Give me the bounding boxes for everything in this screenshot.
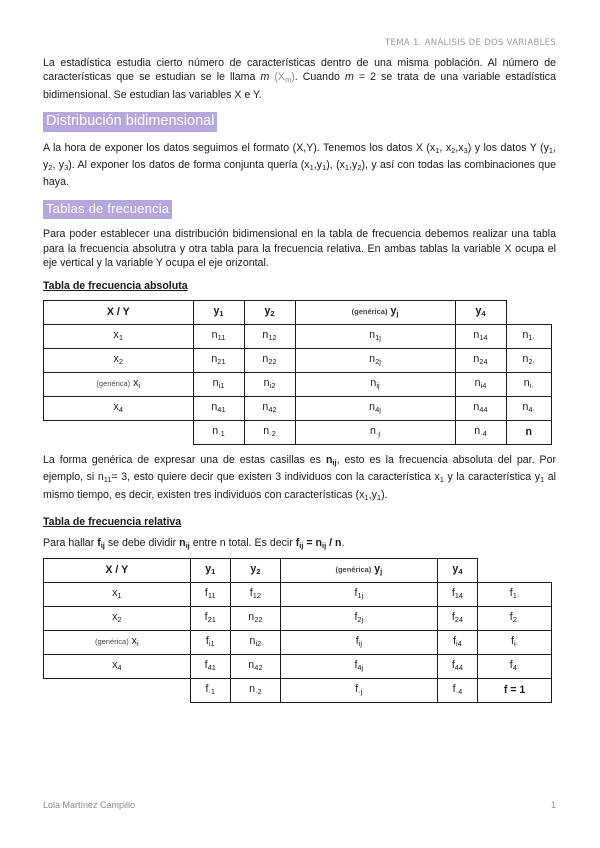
section-title-distribucion: Distribución bidimensional [43,112,217,131]
cell-subscript: 14 [479,332,488,342]
generic-tag: (genérica) [94,636,129,646]
cell-symbol: f [451,658,455,671]
cell-subscript: 2· [528,356,536,366]
total-cell [295,420,455,444]
generic-tag: (genérica) [351,306,388,316]
col-symbol: y [452,562,459,575]
row-symbol: x [112,586,118,599]
p2-sub: 1 [309,163,314,173]
table-cell [455,324,506,348]
cell-subscript: ·1 [208,686,216,696]
cell-subscript: 1j [375,332,381,342]
cell-subscript: 44 [454,662,464,672]
corner-cell: X / Y [44,300,194,324]
xm-text: (X [274,71,285,84]
table-cell [437,582,477,606]
cell-subscript: ·j [358,686,363,696]
cell-subscript: 22 [268,356,277,366]
col-subscript: j [396,308,399,318]
p4-text: , esto es la frecuencia absoluta del par. Por ejemplo, si n [43,453,556,484]
cell-symbol: n [262,400,269,413]
table-row [44,324,552,348]
footer-author: Lola Martínez Campillo [43,800,136,810]
cell-subscript: ij [358,638,363,648]
col-header-yj [295,300,455,324]
cell-symbol: f [451,610,455,623]
p4-text: al mismo tiempo, es decir, existen tres individuos con características (x [43,471,556,501]
p2-text: ,y [313,159,323,172]
row-subscript: 1 [117,590,122,600]
cell-symbol: f [354,658,358,671]
p2-sub: 1 [322,163,327,173]
cell-subscript: 24 [479,356,488,366]
row-header [44,324,194,348]
cell-symbol: n [248,658,255,671]
absolute-frequency-table [43,300,552,445]
corner-cell: X / Y [44,558,191,582]
frequency-intro-paragraph: Para poder establecer una distribución bidimensional en la tabla de frecuencia debemos realizar una tabla para la frecuencia absolutra y otra tabla para la frecuencia relativa. En ambas tablas la variable X ocupa el eje vertical y la variable Y ocupa el eje orizontal. [43,228,556,270]
table-cell [244,396,295,420]
table-row [44,630,552,654]
table-row [44,606,552,630]
row-subscript: i [136,638,139,648]
cell-subscript: 4j [375,404,381,414]
table-row [44,348,552,372]
total-cell [230,678,280,702]
p4-sub: 11 [103,475,112,485]
table-cell [280,582,437,606]
cell-subscript: 41 [207,662,216,672]
cell-symbol: n [263,424,270,437]
p4-text: y la característica y [443,471,540,484]
table-cell [506,372,551,396]
p2-sub: 3 [64,163,69,173]
relative-frequency-table [43,558,552,703]
table-cell [506,348,551,372]
rel-intro-sub: ij [100,540,105,550]
table-cell [437,606,477,630]
col-header-y2 [244,300,295,324]
col-header-y4 [455,300,506,324]
table-cell [478,654,552,678]
row-header [44,606,191,630]
col-header-y4 [437,558,477,582]
table-cell [437,654,477,678]
row-subscript: 4 [117,662,122,672]
table-cell [193,372,244,396]
table-cell [190,582,230,606]
cell-subscript: 22 [254,614,263,624]
cell-symbol: n [262,352,269,365]
row-subscript: 2 [118,356,123,366]
p2-sub: 2 [48,163,53,173]
total-cell [190,678,230,702]
row-symbol: x [113,352,119,365]
col-symbol: y [264,304,271,317]
cell-symbol: n [211,400,218,413]
table-cell [193,324,244,348]
p4-text: ). [381,488,388,501]
p4-text: La forma genérica de expresar una de estas casillas es [43,453,326,466]
table-cell [478,606,552,630]
col-header-yj [280,558,437,582]
cell-symbol: n [474,376,481,389]
section-title-tablas: Tablas de frecuencia [43,200,172,219]
col-subscript: 2 [270,308,275,318]
f-ij-bold [97,537,105,549]
totals-row [44,420,552,444]
cell-symbol: f [509,610,513,623]
cell-symbol: f [453,634,457,647]
p2-sub: 2 [451,145,456,155]
cell-symbol: n [370,376,377,389]
cell-subscript: 2j [375,356,381,366]
table-cell [506,396,551,420]
cell-symbol: f [509,658,513,671]
cell-subscript: 42 [268,404,277,414]
cell-subscript: ij [376,380,380,390]
col-symbol: y [374,562,381,575]
abs-table-label: Tabla de frecuencia absoluta [43,280,188,293]
cell-symbol: n [249,634,256,647]
cell-symbol: n [211,352,218,365]
cell-subscript: i1 [218,380,225,390]
header-row [44,558,552,582]
p2-text: ,y [349,159,358,172]
cell-symbol: n [522,352,529,365]
rel-intro-bold: f [97,536,101,549]
col-subscript: j [380,566,383,576]
table-cell [190,654,230,678]
rel-intro-sub: ij [322,540,327,550]
cell-subscript: i2 [269,380,276,390]
col-symbol: y [475,304,482,317]
cell-symbol: n [369,328,376,341]
table-cell [478,582,552,606]
rel-table-label: Tabla de frecuencia relativa [43,516,182,529]
grand-total-cell: n [506,420,551,444]
rel-intro-text: entre n total. Es decir [189,536,296,549]
table-cell [244,324,295,348]
generic-tag: (genérica) [335,564,372,574]
blank-cell [44,678,191,702]
cell-subscript: ·4 [480,428,487,438]
cell-symbol: n [369,400,376,413]
rel-intro-bold: n [179,536,186,549]
cell-symbol: f [452,682,456,695]
cell-symbol: f [451,586,455,599]
cell-symbol: f [354,586,358,599]
cell-subscript: i· [513,638,519,648]
p2-text: , y [52,159,65,172]
table-cell [280,606,437,630]
cell-subscript: ·2 [255,686,262,696]
row-header [44,630,191,654]
cell-symbol: f [205,634,209,647]
cell-subscript: 11 [207,590,216,600]
cell-subscript: i4 [456,638,462,648]
header-row [44,300,552,324]
rel-intro-text: . [341,536,345,549]
p2-sub: 1 [344,163,350,173]
p4-sub: 1 [364,492,369,502]
p4-sub: 1 [439,475,444,485]
rel-intro-bold: = n [303,536,322,549]
cell-symbol: n [212,376,219,389]
p4-bold: n [325,453,333,466]
rel-table-intro [43,536,556,553]
table-row [44,372,552,396]
table-cell [230,654,280,678]
p2-text: A la hora de exponer los datos seguimos el formato (X,Y). Tenemos los datos X (x [43,141,436,154]
cell-symbol: n [522,400,529,413]
n-ij-bold [326,454,337,466]
table-cell [295,372,455,396]
col-subscript: 1 [211,566,216,576]
cell-subscript: 42 [254,662,263,672]
col-subscript: 2 [256,566,261,576]
intro-text: = 2 se trata de una variable estadística bidimensional. Se estudian las variables X e Y. [43,71,556,101]
col-symbol: y [250,562,257,575]
row-header [44,372,194,396]
table-cell [230,582,280,606]
p2-text: , y [43,141,556,172]
col-subscript: 1 [219,308,224,318]
blank-cell [478,558,552,582]
xm-sub: m [284,75,292,85]
rel-intro-bold: f [295,536,300,549]
row-header [44,348,194,372]
p2-text: ,x [455,141,464,154]
p2-text: ), y así con todas las combinaciones que haya. [43,159,556,189]
row-subscript: 1 [118,332,123,342]
cell-subscript: 12 [268,332,277,342]
cell-subscript: 2· [512,614,520,624]
row-header [44,654,191,678]
cell-subscript: 4· [512,662,520,672]
table-cell [193,348,244,372]
table-cell [478,630,552,654]
cell-subscript: ·4 [455,686,463,696]
cell-symbol: f [204,586,208,599]
page-content [43,56,556,703]
generic-cell-paragraph [43,453,556,505]
footer-page-number: 1 [550,800,556,810]
cell-subscript: i2 [255,638,262,648]
table-row [44,396,552,420]
cell-subscript: i· [529,380,534,390]
row-symbol: x [113,328,119,341]
cell-symbol: n [262,328,269,341]
table-cell [230,606,280,630]
rel-intro-text: Para hallar [43,536,98,549]
cell-symbol: n [474,424,481,437]
col-subscript: 4 [458,566,463,576]
cell-symbol: f [205,682,209,695]
cell-subscript: 1j [357,590,364,600]
cell-symbol: n [473,400,480,413]
table-cell [190,606,230,630]
table-cell [455,396,506,420]
table-cell [244,348,295,372]
p2-text: , x [439,141,452,154]
cell-subscript: 41 [217,404,226,414]
cell-symbol: n [473,352,480,365]
cell-subscript: 21 [217,356,226,366]
grand-total-cell: f = 1 [478,678,552,702]
table-cell [280,630,437,654]
total-cell [437,678,477,702]
col-symbol: y [205,562,212,575]
cell-subscript: 1· [512,590,520,600]
formula-bold [295,536,345,550]
cell-subscript: 14 [454,590,464,600]
cell-subscript: 12 [252,590,262,600]
n-ij-bold [179,537,190,549]
p4-sub: 1 [376,492,382,502]
cell-symbol: n [522,328,529,341]
col-header-y2 [230,558,280,582]
cell-symbol: n [212,424,219,437]
row-symbol: x [131,634,137,647]
cell-subscript: 1· [528,332,536,342]
table-cell [190,630,230,654]
row-subscript: 4 [118,404,123,414]
table-row [44,582,552,606]
cell-subscript: 4j [357,662,364,672]
row-header [44,582,191,606]
chapter-header: TEMA 1. ANÁLISIS DE DOS VARIABLES [385,38,556,48]
cell-symbol: n [369,352,376,365]
table-cell [437,630,477,654]
cell-symbol: f [354,610,358,623]
intro-text: La estadística estudia cierto número de características dentro de una misma población. Al número de características que se estudian se le llama [43,57,556,84]
intro-paragraph [43,56,556,102]
row-header [44,396,194,420]
cell-symbol: f [355,634,359,647]
cell-symbol: f [511,634,514,647]
cell-subscript: 2j [357,614,364,624]
col-symbol: y [390,304,397,317]
cell-symbol: n [249,682,256,695]
p2-text: ), (x [326,159,345,172]
p2-sub: 2 [357,163,362,173]
cell-subscript: 24 [454,614,464,624]
p2-sub: 1 [548,145,554,155]
cell-symbol: n [211,328,218,341]
total-cell [244,420,295,444]
table-cell [193,396,244,420]
cell-subscript: 44 [479,404,488,414]
table-cell [455,348,506,372]
table-row [44,654,552,678]
row-symbol: x [112,610,118,623]
col-header-y1 [190,558,230,582]
intro-m: m [344,71,354,84]
total-cell [280,678,437,702]
table-cell [455,372,506,396]
table-cell [280,654,437,678]
row-subscript: i [138,380,141,390]
rel-intro-sub: ij [299,540,304,550]
table-cell [506,324,551,348]
p2-text: ) y los datos Y (y [467,141,549,154]
cell-symbol: f [249,586,253,599]
intro-m: m [260,71,270,84]
table-cell [295,348,455,372]
cell-subscript: ·2 [269,428,276,438]
row-subscript: 2 [117,614,122,624]
rel-intro-text: se debe dividir [104,536,180,549]
total-cell [193,420,244,444]
cell-subscript: i1 [208,638,215,648]
p4-text: = 3, esto quiere decir que existen 3 individuos con la característica x [111,471,440,484]
cell-symbol: f [509,586,513,599]
col-symbol: y [213,304,220,317]
cell-symbol: n [523,376,530,389]
table-cell [295,324,455,348]
blank-cell [506,300,551,324]
cell-symbol: f [204,610,208,623]
xm-symbol [274,71,294,83]
row-symbol: x [112,658,118,671]
data-format-paragraph [43,141,556,190]
cell-symbol: n [473,328,480,341]
cell-subscript: 21 [207,614,216,624]
row-symbol: x [133,376,139,389]
cell-symbol: n [369,424,376,437]
p4-sub: 1 [540,475,545,485]
total-cell [455,420,506,444]
cell-subscript: 11 [217,332,226,342]
table-cell [230,630,280,654]
p2-sub: 3 [463,145,468,155]
cell-subscript: ·1 [218,428,225,438]
cell-symbol: n [263,376,270,389]
intro-text: . Cuando [294,71,345,84]
cell-symbol: f [355,682,359,695]
p2-sub: 1 [435,145,440,155]
cell-subscript: ·j [375,428,381,438]
col-header-y1 [193,300,244,324]
cell-subscript: 4· [528,404,536,414]
xm-close: ) [291,71,295,84]
cell-subscript: i4 [480,380,487,390]
rel-intro-sub: ij [185,540,190,550]
rel-intro-bold: / n [326,536,342,549]
cell-symbol: n [248,610,255,623]
table-cell [295,396,455,420]
totals-row [44,678,552,702]
blank-cell [44,420,194,444]
row-symbol: x [113,400,119,413]
p4-sub: ij [332,457,337,467]
generic-tag: (genérica) [96,378,131,388]
cell-symbol: f [204,658,208,671]
p2-text: ). Al exponer los datos de forma conjunta quería (x [68,159,310,172]
col-subscript: 4 [481,308,486,318]
p4-text: ,y [368,488,377,501]
table-cell [244,372,295,396]
